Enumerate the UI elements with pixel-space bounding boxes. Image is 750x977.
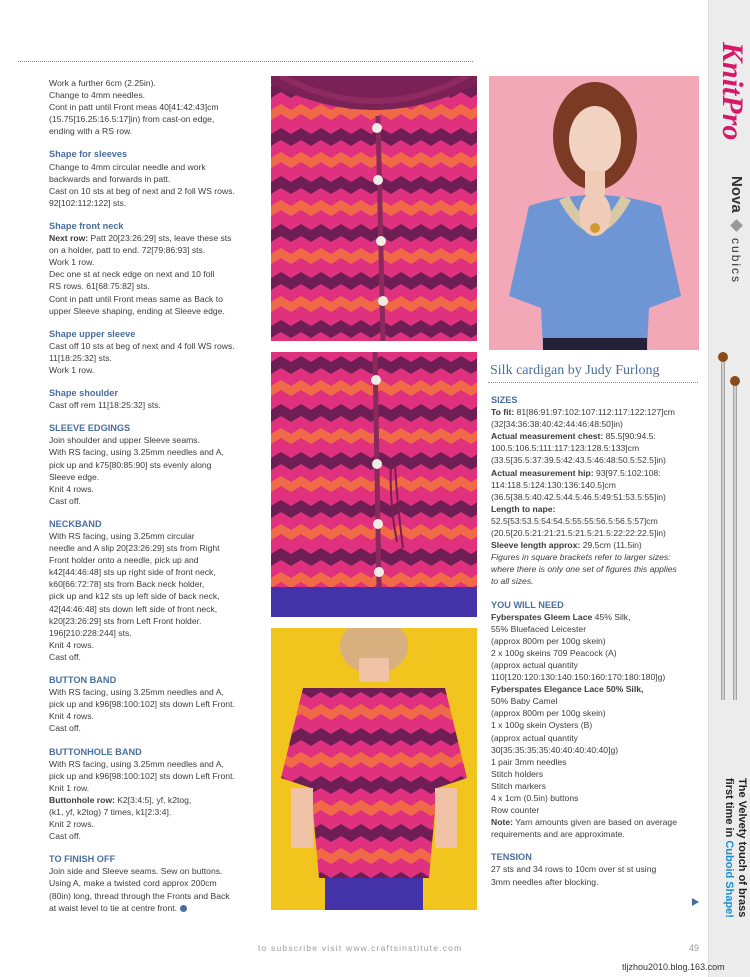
subsection-heading: Shape upper sleeve xyxy=(49,328,136,339)
subscribe-footer: to subscribe visit www.craftsinstitute.com xyxy=(258,943,463,953)
instruction-text: Knit 4 rows. xyxy=(49,639,94,650)
photo-cardigan-back-detail xyxy=(271,352,477,617)
instruction-text: Work 1 row. xyxy=(49,257,95,268)
caption-rule xyxy=(488,382,698,383)
instruction-text: Cast off. xyxy=(49,831,81,842)
page-number: 49 xyxy=(689,943,700,953)
source-credit: tljzhou2010.blog.163.com xyxy=(622,962,725,972)
ad-tagline-line1: The Velvety touch of brass xyxy=(736,778,748,918)
section-heading: BUTTON BAND xyxy=(49,675,117,686)
instruction-text: Cast off. xyxy=(49,651,81,662)
instruction-text: Work a further 6cm (2.25in). xyxy=(49,78,156,88)
pattern-column-left xyxy=(49,77,264,914)
continue-arrow-icon xyxy=(692,898,699,906)
instruction-text: Cast off. xyxy=(49,495,81,506)
instruction-label: Actual measurement hip: xyxy=(491,467,594,478)
instruction-text: Knit 4 rows. xyxy=(49,711,94,722)
photo-cardigan-front-detail xyxy=(271,76,477,341)
top-rule xyxy=(18,61,473,62)
ad-tagline-line2: first time in Cuboid Shape! xyxy=(723,778,735,918)
photo-caption: Silk cardigan by Judy Furlong xyxy=(490,363,660,378)
instruction-text: 52.5[53:53.5:54:54.5:55:55:56.5:56.5:57]cm (20.5[20.5:21:21:21.5:21.5:21.5:22:22:22.5]in) xyxy=(491,515,666,539)
instruction-text: Work 1 row. xyxy=(49,364,95,375)
instruction-text: Join side and Sleeve seams. Sew on buttons. Using A, make a twisted cord approx 200cm (80in) long, thread through the Fronts and Back at waist level to tie at centre front. xyxy=(49,866,230,913)
section-heading: BUTTONHOLE BAND xyxy=(49,746,142,757)
labeled-instruction xyxy=(491,683,701,816)
instruction-text: Join shoulder and upper Sleeve seams. With RS facing, using 3.25mm needles and A, pick up and k75[80:85:90] sts evenly along Sleeve edge. xyxy=(49,435,224,482)
needle-left-graphic xyxy=(721,360,725,700)
instruction-text: Change to 4mm circular needle and work backwards and forwards in patt. xyxy=(49,161,206,184)
section-heading: TENSION xyxy=(491,852,532,863)
instruction-text: Dec one st at neck edge on next and 10 foll RS rows. 61[68:75:82] sts. xyxy=(49,269,215,292)
instruction-text: Patt 20[23:26:29] sts, leave these sts on a holder, patt to end. 72[79:86:93] sts. xyxy=(49,233,232,256)
pattern-column-right xyxy=(491,394,701,888)
subsection-heading: Shape for sleeves xyxy=(49,149,128,160)
instruction-text: Knit 2 rows. xyxy=(49,819,94,830)
instruction-label: Next row: xyxy=(49,233,89,244)
instruction-text: 29.5cm (11.5in) xyxy=(580,540,642,551)
instruction-text: Knit 4 rows. xyxy=(49,483,94,494)
labeled-instruction xyxy=(491,467,701,503)
instruction-text: Cast on 10 sts at beg of next and 2 foll WS rows. 92[102:112:122] sts. xyxy=(49,185,235,208)
instruction-text: K2[3:4:5], yf, k2tog, (k1, yf, k2tog) 7 times, k1[2:3:4]. xyxy=(49,794,192,817)
instruction-label: Sleeve length approx: xyxy=(491,540,581,551)
needle-cap-left xyxy=(718,352,728,362)
subsection-heading: Shape front neck xyxy=(49,220,124,231)
sidebar-advert xyxy=(708,0,750,977)
labeled-instruction xyxy=(491,406,701,430)
instruction-text: Figures in square brackets refer to larger sizes: where there is only one set of figures this applies to all sizes. xyxy=(491,552,677,587)
instruction-label: Fyberspates Elegance Lace 50% Silk, xyxy=(491,684,644,695)
instruction-text: Change to 4mm needles. xyxy=(49,90,146,101)
photo-model-cardigan xyxy=(489,76,699,350)
brand-logo: KnitPro xyxy=(716,42,749,141)
photo-cardigan-back-view xyxy=(271,628,477,910)
needle-cap-right xyxy=(730,376,740,386)
labeled-instruction xyxy=(491,430,701,466)
instruction-text: 81[86:91:97:102:107:112:117:122:127]cm (32[34:36:38:40:42:44:46:48:50]in) xyxy=(491,407,675,430)
cube-icon xyxy=(730,219,743,232)
instruction-label: Buttonhole row: xyxy=(49,794,115,805)
subsection-heading: Shape shoulder xyxy=(49,388,118,399)
instruction-label: Length to nape: xyxy=(491,503,556,514)
instruction-text: Knit 1 row. xyxy=(49,782,90,793)
instruction-label: To fit: xyxy=(491,407,515,418)
section-heading: SIZES xyxy=(491,395,518,405)
instruction-text: 50% Baby Camel (approx 800m per 100g skein) 1 x 100g skein Oysters (B) (approx actual quantity 30[35:35:35:35:40:40:40:40:40]g) 1 pair 3mm needles Stitch holders Stitch markers 4 x 1cm (0.5in) buttons Row counter xyxy=(491,696,619,816)
section-heading: SLEEVE EDGINGS xyxy=(49,423,131,434)
instruction-text: 93[97.5:102:108: 114:118.5:124:130:136:140.5]cm (36.5[38.5:40:42.5:44.5:46.5:49:51:53.5:55]in) xyxy=(491,467,666,502)
instruction-text: With RS facing, using 3.25mm needles and A, pick up and k96[98:100:102] sts down Left Front. xyxy=(49,687,235,710)
instruction-text: 45% Silk, 55% Bluefaced Leicester (approx 800m per 100g skein) 2 x 100g skeins 709 Peacock (A) (approx actual quantity 110[120:120:130:140:150:160:170:180:180]g) xyxy=(491,611,666,683)
instruction-text: Cast off. xyxy=(49,723,81,734)
labeled-instruction xyxy=(491,816,701,840)
instruction-label: Note: xyxy=(491,817,513,828)
section-heading: YOU WILL NEED xyxy=(491,599,564,610)
labeled-instruction xyxy=(49,794,264,818)
labeled-instruction xyxy=(491,503,701,515)
section-heading: TO FINISH OFF xyxy=(49,854,116,865)
instruction-text: Cast off rem 11[18:25:32] sts. xyxy=(49,400,161,411)
instruction-text: Cast off 10 sts at beg of next and 4 foll WS rows. 11[18:25:32] sts. xyxy=(49,340,235,363)
instruction-label: Actual measurement chest: xyxy=(491,431,604,442)
instruction-text: With RS facing, using 3.25mm circular needle and A slip 20[23:26:29] sts from Right Front holder onto a needle, pick up and k42[44:46:48] sts up right side of front neck, k60[66:72:78] sts from Back neck holder, pick up and k12 sts up left side of back neck, 42[44:46:48] sts down left side of front neck, k20[23:26:29] sts from Left Front holder. 196[210:228:244] sts. xyxy=(49,531,220,638)
end-marker-icon xyxy=(180,905,187,912)
labeled-instruction xyxy=(491,539,701,551)
instruction-text: 27 sts and 34 rows to 10cm over st st using 3mm needles after blocking. xyxy=(491,864,657,887)
instruction-text: With RS facing, using 3.25mm needles and A, pick up and k96[98:100:102] sts down Left Front. xyxy=(49,758,235,781)
labeled-instruction xyxy=(491,611,701,684)
instruction-text: Cont in patt until Front meas same as Back to upper Sleeve shaping, ending at Sleeve edge. xyxy=(49,293,225,316)
labeled-instruction xyxy=(49,232,264,256)
needle-right-graphic xyxy=(733,384,737,700)
instruction-label: Fyberspates Gleem Lace xyxy=(491,611,593,622)
product-name: Nova cubics xyxy=(728,176,745,285)
instruction-text: Yarn amounts given are based on average requirements and are approximate. xyxy=(491,817,677,840)
section-heading: NECKBAND xyxy=(49,518,102,529)
instruction-text: Cont in patt until Front meas 40[41:42:43]cm (15.75[16.25:16.5:17]in) from cast-on edge, ending with a RS row. xyxy=(49,102,219,137)
instruction-text: 85.5[90:94.5: 100.5:106.5:111:117:123:128.5:133]cm (33.5[35.5:37:39.5:42:43.5:46:48:50.5:52.5]in) xyxy=(491,431,666,466)
